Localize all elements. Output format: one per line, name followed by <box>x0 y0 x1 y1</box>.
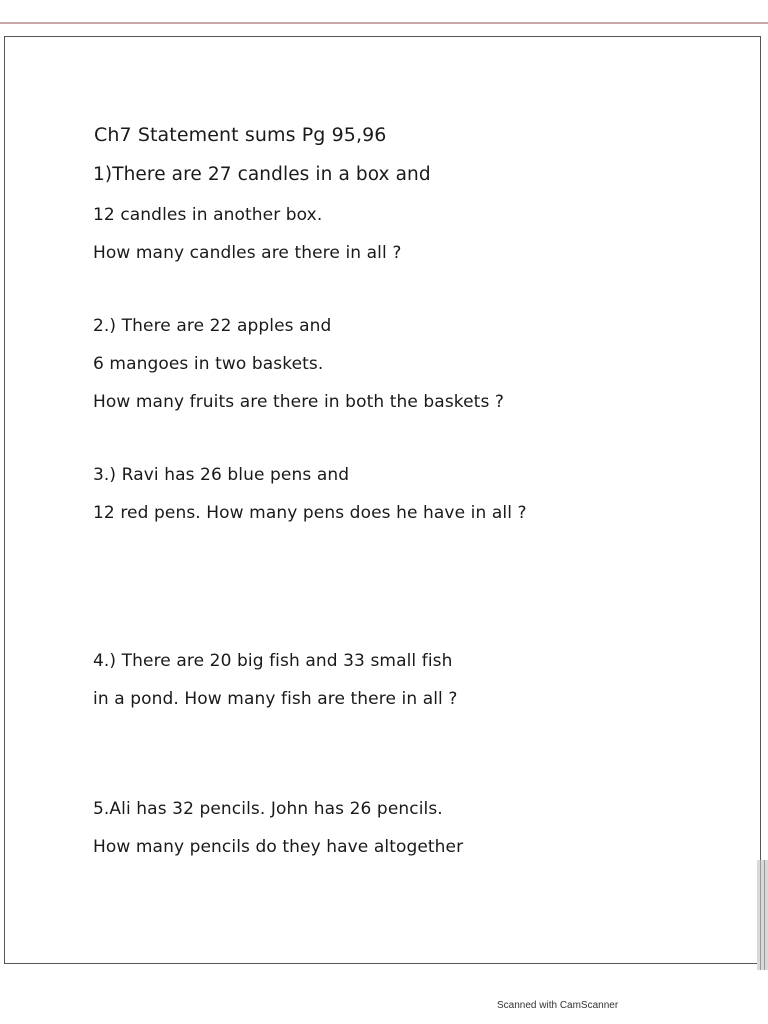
question-4-line-2: in a pond. How many fish are there in all ? <box>93 689 458 709</box>
page-title: Ch7 Statement sums Pg 95,96 <box>94 124 387 146</box>
question-4-line-1: 4.) There are 20 big fish and 33 small fish <box>93 651 453 671</box>
question-3-line-2: 12 red pens. How many pens does he have in all ? <box>93 503 527 523</box>
top-rule <box>0 22 768 24</box>
question-2-line-3: How many fruits are there in both the baskets ? <box>93 392 505 412</box>
question-1-line-1: 1)There are 27 candles in a box and <box>93 164 431 185</box>
question-2-line-1: 2.) There are 22 apples and <box>93 316 332 336</box>
question-2-line-2: 6 mangoes in two baskets. <box>93 354 324 374</box>
question-1-line-3: How many candles are there in all ? <box>93 243 402 263</box>
question-1-line-2: 12 candles in another box. <box>93 205 323 225</box>
question-5-line-1: 5.Ali has 32 pencils. John has 26 pencils. <box>93 799 443 819</box>
page-edge-fold <box>757 860 768 970</box>
scanner-watermark: Scanned with CamScanner <box>497 1000 619 1011</box>
question-5-line-2: How many pencils do they have altogether <box>93 837 464 857</box>
question-3-line-1: 3.) Ravi has 26 blue pens and <box>93 465 350 485</box>
